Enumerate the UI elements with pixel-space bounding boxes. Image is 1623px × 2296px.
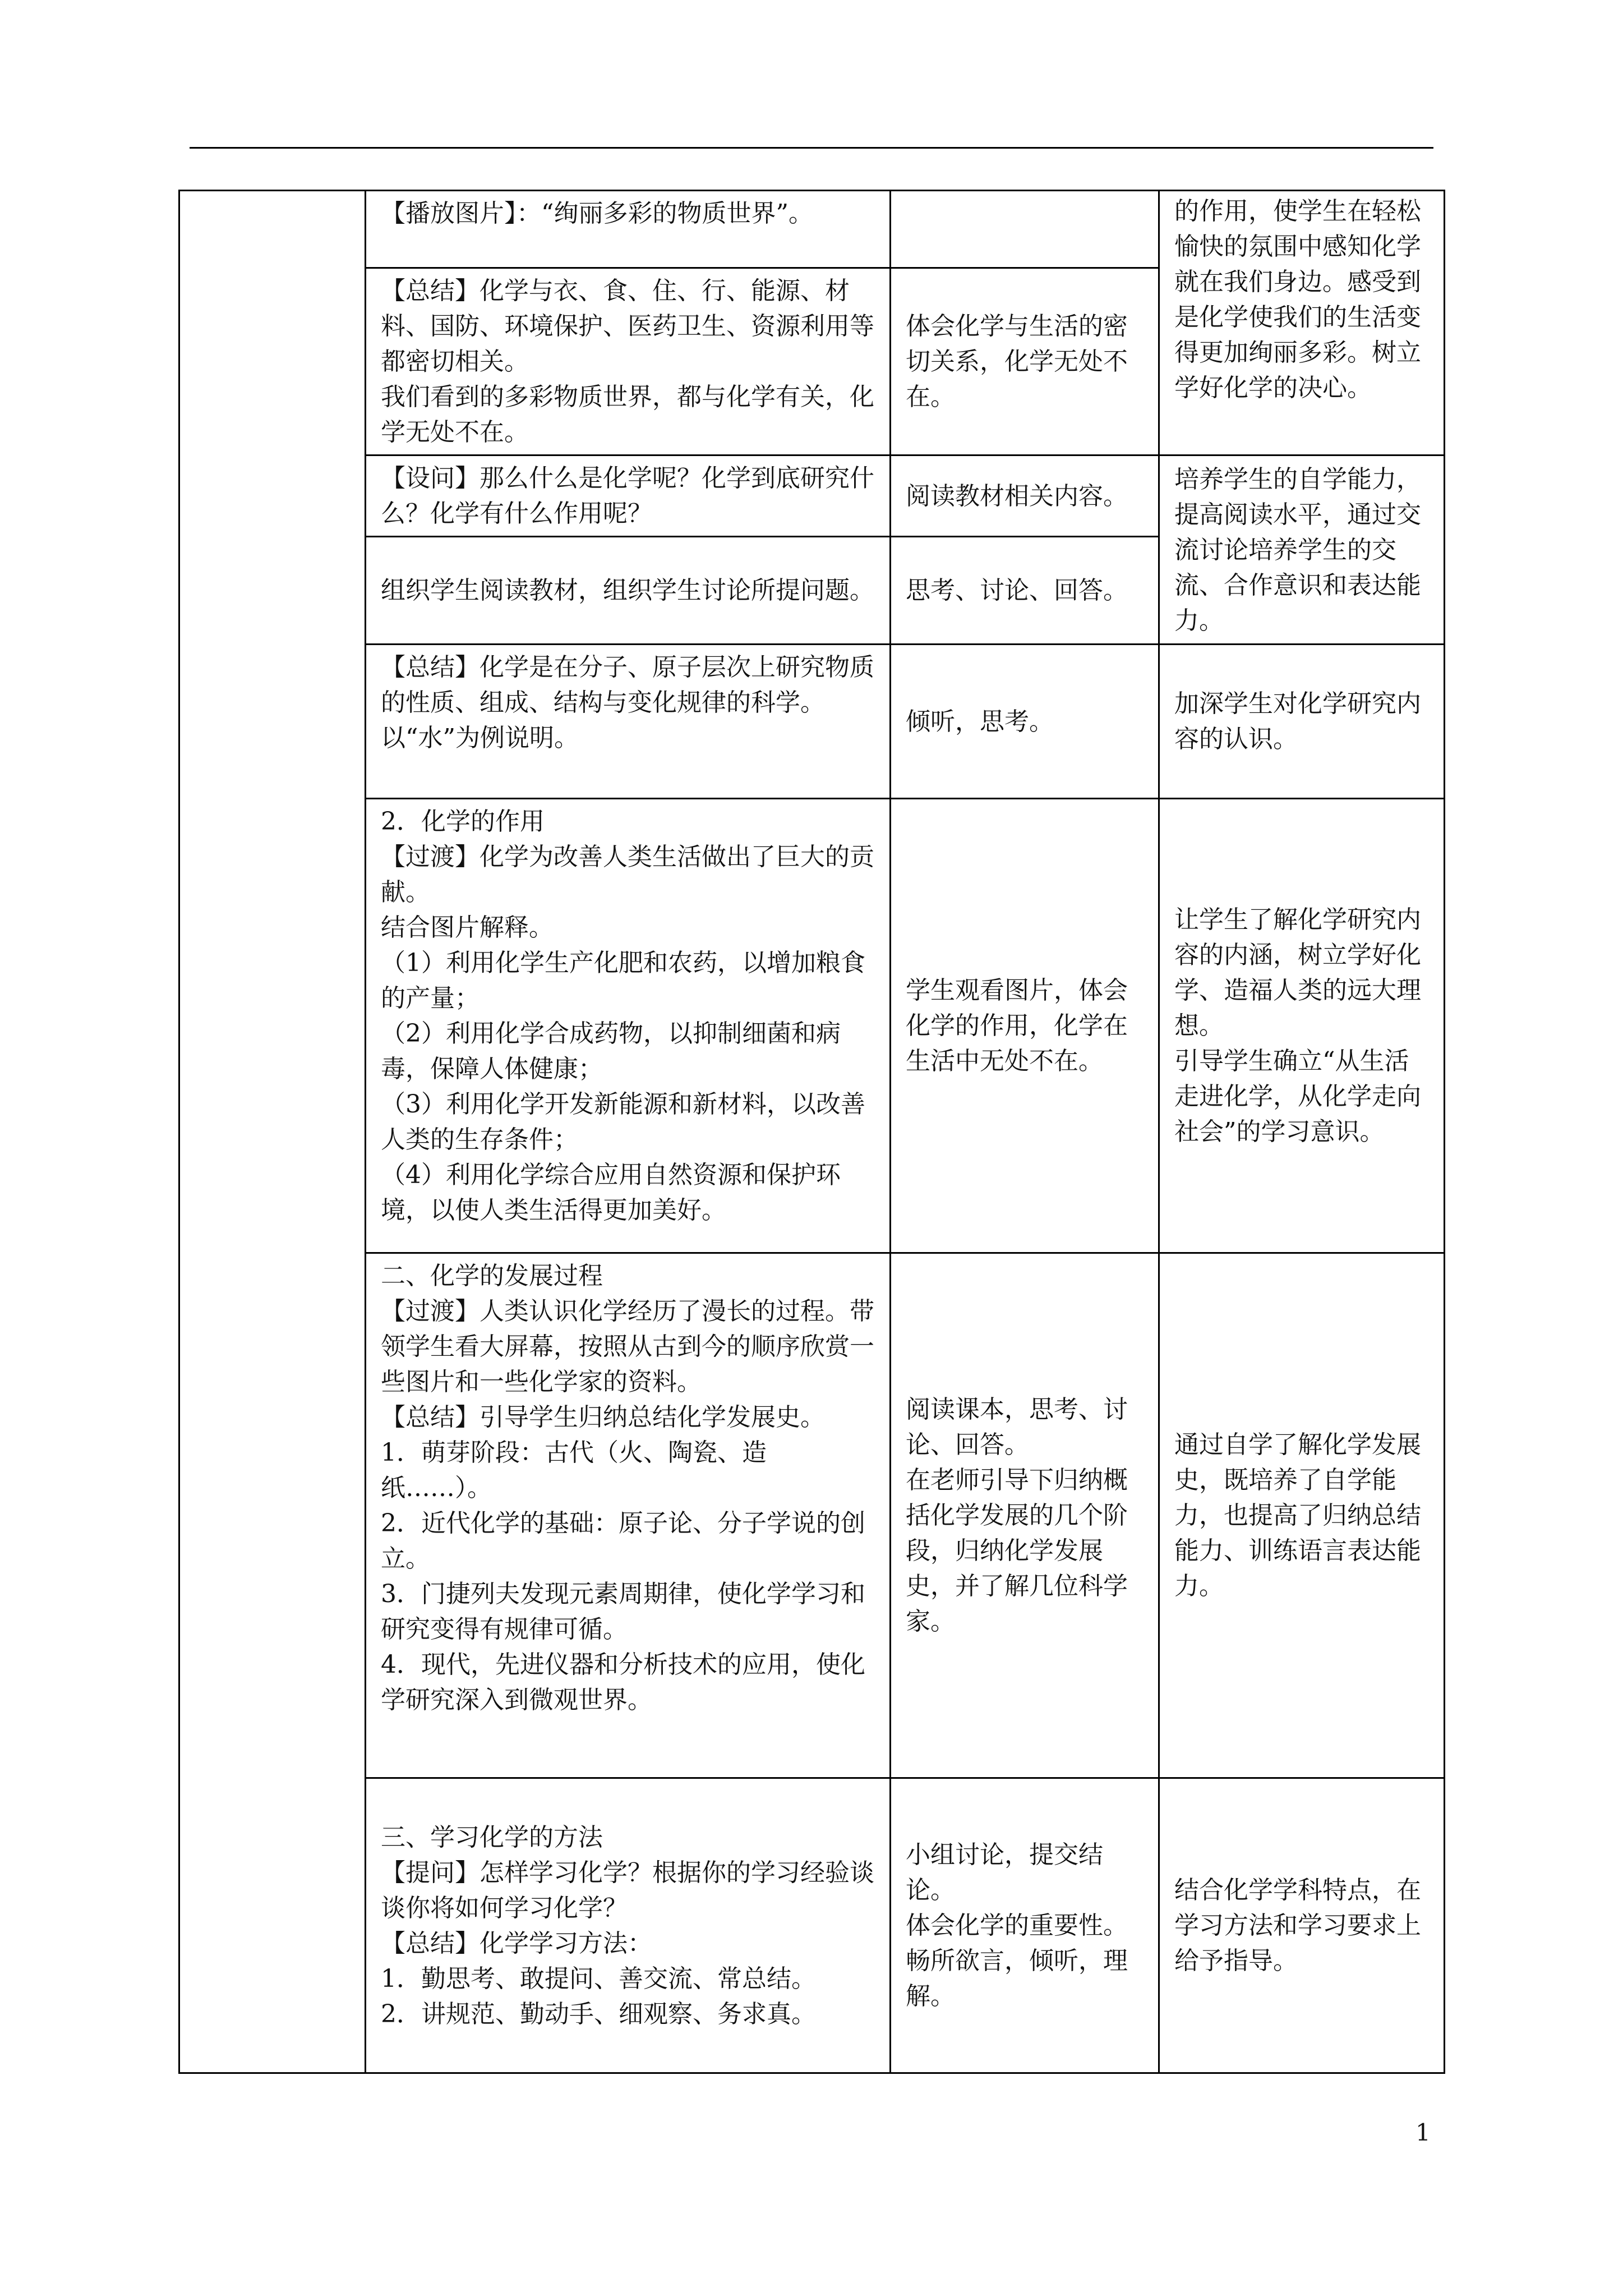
lesson-plan-table [178, 190, 1445, 2074]
teacher-activity-text: 我们看到的多彩物质世界，都与化学有关，化学无处不在。 [381, 383, 874, 447]
student-activity-cell [891, 1778, 1159, 2073]
table-row [179, 1253, 1445, 1778]
design-intent-text: 加深学生对化学研究内容的认识。 [1174, 689, 1421, 753]
teacher-activity-cell [366, 1253, 891, 1778]
teacher-activity-text: 二、化学的发展过程 [381, 1262, 603, 1290]
design-intent-text: 通过自学了解化学发展史，既培养了自学能力，也提高了归纳总结能力、训练语言表达能力。 [1174, 1430, 1421, 1600]
student-activity-text: 思考、讨论、回答。 [906, 576, 1128, 605]
design-intent-cell [1159, 1778, 1445, 2073]
design-intent-cell [1159, 645, 1445, 799]
header-rule [190, 147, 1433, 149]
teacher-activity-cell [366, 268, 891, 455]
table-row [179, 645, 1445, 799]
teacher-activity-text: （1）利用化学生产化肥和农药，以增加粮食的产量； [381, 949, 865, 1013]
teacher-activity-text: 2．讲规范、勤动手、细观察、务求真。 [381, 1999, 816, 2028]
teacher-activity-text: 三、学习化学的方法 [381, 1823, 603, 1852]
teacher-activity-text: （3）利用化学开发新能源和新材料，以改善人类的生存条件； [381, 1090, 865, 1154]
teacher-activity-text: （4）利用化学综合应用自然资源和保护环境，以使人类生活得更加美好。 [381, 1161, 841, 1225]
teacher-activity-text: 【播放图片】：“绚丽多彩的物质世界”。 [381, 199, 813, 228]
teacher-activity-cell [366, 455, 891, 537]
teacher-activity-text: 结合图片解释。 [381, 913, 554, 942]
teacher-activity-cell [366, 191, 891, 268]
student-activity-cell [891, 268, 1159, 455]
teacher-activity-text: 【总结】化学是在分子、原子层次上研究物质的性质、组成、结构与变化规律的科学。 [381, 653, 874, 717]
student-activity-text: 学生观看图片，体会化学的作用，化学在生活中无处不在。 [906, 976, 1128, 1075]
student-activity-text: 体会化学与生活的密切关系，化学无处不在。 [906, 312, 1128, 411]
teacher-activity-text: 4．现代，先进仪器和分析技术的应用，使化学研究深入到微观世界。 [381, 1650, 865, 1714]
teacher-activity-cell [366, 1778, 891, 2073]
table-row [179, 1778, 1445, 2073]
student-activity-text: 在老师引导下归纳概括化学发展的几个阶段，归纳化学发展史，并了解几位科学家。 [906, 1466, 1128, 1636]
design-intent-cell [1159, 799, 1445, 1253]
teacher-activity-text: 【总结】化学与衣、食、住、行、能源、材料、国防、环境保护、医药卫生、资源利用等都密切相关。 [381, 277, 874, 376]
teacher-activity-cell [366, 537, 891, 645]
student-activity-cell [891, 799, 1159, 1253]
student-activity-text: 阅读课本，思考、讨论、回答。 [906, 1395, 1128, 1459]
teacher-activity-cell [366, 799, 891, 1253]
teacher-activity-text: 【过渡】化学为改善人类生活做出了巨大的贡献。 [381, 843, 874, 907]
design-intent-text: 引导学生确立“从生活走进化学，从化学走向社会”的学习意识。 [1174, 1047, 1421, 1146]
teacher-activity-text: 【总结】引导学生归纳总结化学发展史。 [381, 1403, 825, 1432]
teacher-activity-text: 2．近代化学的基础：原子论、分子学说的创立。 [381, 1509, 865, 1573]
design-intent-text: 的作用，使学生在轻松愉快的氛围中感知化学就在我们身边。感受到是化学使我们的生活变得更加绚丽多彩。树立学好化学的决心。 [1174, 197, 1421, 402]
student-activity-cell [891, 537, 1159, 645]
teacher-activity-text: 【设问】那么什么是化学呢？化学到底研究什么？化学有什么作用呢？ [381, 464, 874, 528]
teacher-activity-text: 【提问】怎样学习化学？根据你的学习经验谈谈你将如何学习化学？ [381, 1858, 874, 1922]
teacher-activity-text: （2）利用化学合成药物，以抑制细菌和病毒，保障人体健康； [381, 1019, 841, 1083]
design-intent-cell [1159, 455, 1445, 645]
teacher-activity-text: 以“水”为例说明。 [381, 724, 579, 752]
teacher-activity-text: 【总结】化学学习方法： [381, 1929, 652, 1958]
design-intent-cell [1159, 191, 1445, 455]
table-row [179, 191, 1445, 268]
student-activity-text: 倾听，思考。 [906, 707, 1054, 736]
teacher-activity-text: 组织学生阅读教材，组织学生讨论所提问题。 [381, 576, 874, 605]
student-activity-text: 体会化学的重要性。畅所欲言，倾听，理解。 [906, 1911, 1128, 2010]
student-activity-cell [891, 191, 1159, 268]
teacher-activity-cell [366, 645, 891, 799]
student-activity-cell [891, 645, 1159, 799]
student-activity-cell [891, 455, 1159, 537]
table-row [179, 455, 1445, 537]
student-activity-text: 阅读教材相关内容。 [906, 481, 1128, 510]
teacher-activity-text: 3．门捷列夫发现元素周期律，使化学学习和研究变得有规律可循。 [381, 1580, 865, 1644]
design-intent-text: 培养学生的自学能力，提高阅读水平，通过交流讨论培养学生的交流、合作意识和表达能力。 [1174, 464, 1421, 635]
page-number: 1 [1415, 2119, 1431, 2146]
table-row [179, 799, 1445, 1253]
design-intent-text: 让学生了解化学研究内容的内涵，树立学好化学、造福人类的远大理想。 [1174, 905, 1421, 1040]
teacher-activity-text: 【过渡】人类认识化学经历了漫长的过程。带领学生看大屏幕，按照从古到今的顺序欣赏一些图片和一些化学家的资料。 [381, 1297, 874, 1396]
student-activity-text: 小组讨论，提交结论。 [906, 1841, 1103, 1904]
design-intent-text: 结合化学学科特点，在学习方法和学习要求上给予指导。 [1174, 1876, 1421, 1975]
teacher-activity-text: 2．化学的作用 [381, 807, 545, 836]
design-intent-cell [1159, 1253, 1445, 1778]
stage-column-cell [179, 191, 366, 2073]
teacher-activity-text: 1．萌芽阶段：古代（火、陶瓷、造纸……）。 [381, 1438, 767, 1502]
teacher-activity-text: 1．勤思考、敢提问、善交流、常总结。 [381, 1964, 816, 1993]
student-activity-cell [891, 1253, 1159, 1778]
